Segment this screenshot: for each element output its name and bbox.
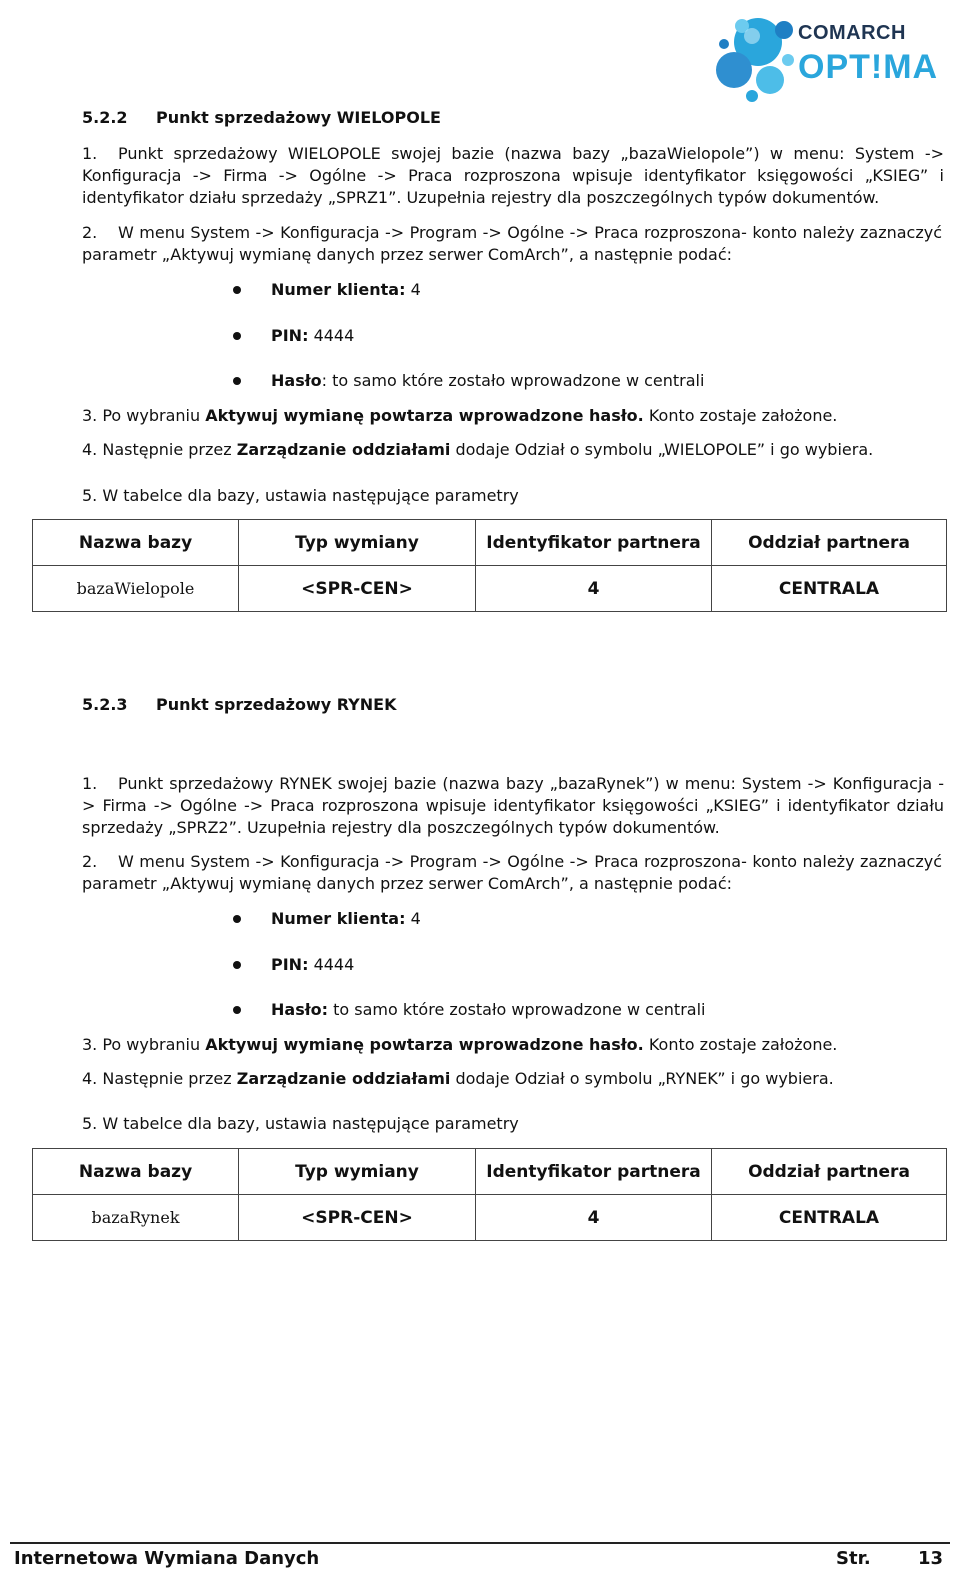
table-cell: CENTRALA [712, 1195, 947, 1241]
paragraph-4 [82, 439, 947, 461]
table-cell: bazaWielopole [33, 566, 239, 612]
bullet-pin [271, 325, 354, 347]
params-table-wielopole [32, 519, 947, 612]
bullet-icon [233, 1006, 241, 1014]
logo-bubbles-icon [712, 8, 802, 104]
paragraph-3 [82, 405, 947, 427]
bullet-icon [233, 332, 241, 340]
footer-page-label: Str. [836, 1548, 871, 1569]
bullet-value: : to samo które zostało wprowadzone w centrali [321, 371, 705, 390]
text: dodaje Odział o symbolu „RYNEK” i go wybiera. [450, 1069, 834, 1088]
bullet-value: 4444 [313, 326, 355, 345]
paragraph-2 [82, 222, 942, 266]
bullet-haslo [271, 370, 704, 392]
logo-optima-text: OPT!MA [798, 48, 939, 86]
table-header-cell: Typ wymiany [239, 1149, 476, 1195]
bullet-icon [233, 377, 241, 385]
bullet-haslo [271, 999, 705, 1021]
footer-divider [10, 1542, 950, 1544]
bullet-value: 4 [410, 280, 421, 299]
text: 3. Po wybraniu [82, 406, 206, 425]
table-cell: 4 [476, 566, 712, 612]
section-number: 5.2.3 [82, 695, 128, 714]
list-number: 2. [82, 852, 98, 871]
table-cell: CENTRALA [712, 566, 947, 612]
paragraph-2 [82, 851, 942, 895]
table-cell: <SPR-CEN> [239, 566, 476, 612]
table-header-cell: Identyfikator partnera [476, 520, 712, 566]
bullet-icon [233, 286, 241, 294]
table-row [33, 566, 947, 612]
table-header-cell: Typ wymiany [239, 520, 476, 566]
text: 3. Po wybraniu [82, 1035, 206, 1054]
bullet-icon [233, 915, 241, 923]
table-cell: bazaRynek [33, 1195, 239, 1241]
paragraph-2-text: W menu System -> Konfiguracja -> Program -> Ogólne -> Praca rozproszona- konto należy zaznaczyć parametr „Aktywuj wymianę danych przez serwer ComArch”, a następnie podać: [82, 852, 942, 893]
bullet-value: 4444 [313, 955, 355, 974]
table-header-cell: Nazwa bazy [33, 520, 239, 566]
section-heading-rynek [82, 694, 947, 716]
logo-comarch-text: COMARCH [798, 22, 906, 44]
bullet-value: 4 [410, 909, 421, 928]
paragraph-1 [82, 143, 944, 209]
list-number: 1. [82, 774, 98, 793]
text: Konto zostaje założone. [643, 1035, 838, 1054]
footer-title: Internetowa Wymiana Danych [14, 1548, 320, 1569]
bullet-icon [233, 961, 241, 969]
bullet-label: PIN: [271, 326, 309, 345]
section-title: Punkt sprzedażowy WIELOPOLE [156, 108, 441, 127]
section-number: 5.2.2 [82, 108, 128, 127]
paragraph-4 [82, 1068, 947, 1090]
bullet-pin [271, 954, 354, 976]
bold-text: Aktywuj wymianę powtarza wprowadzone hasło. [205, 1035, 644, 1054]
params-table-rynek [32, 1148, 947, 1241]
table-header-cell: Identyfikator partnera [476, 1149, 712, 1195]
bullet-label: Hasło [271, 371, 322, 390]
text: dodaje Odział o symbolu „WIELOPOLE” i go wybiera. [450, 440, 874, 459]
paragraph-5: 5. W tabelce dla bazy, ustawia następujące parametry [82, 1114, 519, 1133]
paragraph-1-text-b: : System -> Konfiguracja -> Firma -> Ogólne -> Praca rozproszona wpisuje identyfikator księgowości „KSIEG” i identyfikator działu sprzedaży „SPRZ1”. Uzupełnia rejestry dla poszczególnych typów dokumentów. [82, 144, 945, 207]
paragraph-1-text-a: Punkt sprzedażowy RYNEK swojej bazie (nazwa bazy „bazaRynek”) w menu [118, 774, 731, 793]
table-cell: 4 [476, 1195, 712, 1241]
bullet-value: to samo które zostało wprowadzone w centrali [333, 1000, 706, 1019]
paragraph-5: 5. W tabelce dla bazy, ustawia następujące parametry [82, 486, 519, 505]
bullet-label: PIN: [271, 955, 309, 974]
table-header-row [33, 520, 947, 566]
table-header-row [33, 1149, 947, 1195]
bold-text: Aktywuj wymianę powtarza wprowadzone hasło. [205, 406, 644, 425]
footer-page-number: 13 [918, 1548, 944, 1569]
table-header-cell: Oddział partnera [712, 1149, 947, 1195]
table-row [33, 1195, 947, 1241]
bullet-label: Numer klienta: [271, 909, 406, 928]
bullet-label: Hasło: [271, 1000, 329, 1019]
paragraph-3 [82, 1034, 947, 1056]
section-title: Punkt sprzedażowy RYNEK [156, 695, 397, 714]
table-cell: <SPR-CEN> [239, 1195, 476, 1241]
text: 4. Następnie przez [82, 440, 237, 459]
table-header-cell: Nazwa bazy [33, 1149, 239, 1195]
section-heading-wielopole [82, 107, 947, 129]
bullet-numer-klienta [271, 279, 421, 301]
bold-text: Zarządzanie oddziałami [236, 1069, 451, 1088]
paragraph-1-text-a: Punkt sprzedażowy WIELOPOLE swojej bazie (nazwa bazy „bazaWielopole”) w menu [118, 144, 840, 163]
paragraph-1 [82, 773, 944, 839]
table-header-cell: Oddział partnera [712, 520, 947, 566]
paragraph-1-text-b: : System -> Konfiguracja -> Firma -> Ogólne -> Praca rozproszona wpisuje identyfikator księgowości „KSIEG” i identyfikator działu sprzedaży „SPRZ2”. Uzupełnia rejestry dla poszczególnych typów dokumentów. [82, 774, 945, 837]
bullet-numer-klienta [271, 908, 421, 930]
bullet-label: Numer klienta: [271, 280, 406, 299]
text: 4. Następnie przez [82, 1069, 237, 1088]
list-number: 1. [82, 144, 98, 163]
bold-text: Zarządzanie oddziałami [236, 440, 451, 459]
paragraph-2-text: W menu System -> Konfiguracja -> Program -> Ogólne -> Praca rozproszona- konto należy zaznaczyć parametr „Aktywuj wymianę danych przez serwer ComArch”, a następnie podać: [82, 223, 942, 264]
list-number: 2. [82, 223, 98, 242]
text: Konto zostaje założone. [643, 406, 838, 425]
comarch-optima-logo [712, 8, 948, 104]
